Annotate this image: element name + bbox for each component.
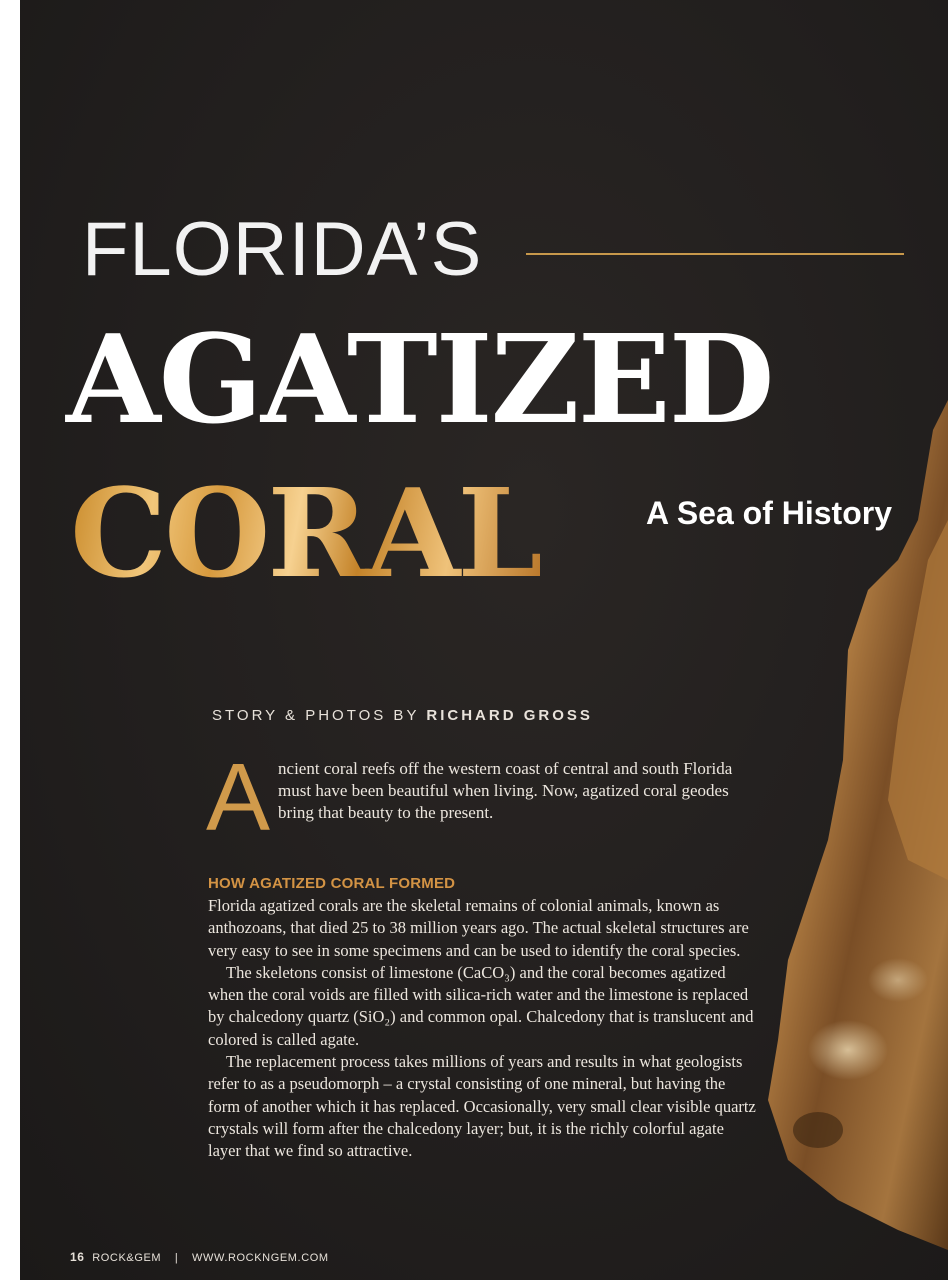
page-margin: [0, 0, 20, 1280]
magazine-page: [20, 0, 948, 1280]
intro-paragraph: [206, 744, 766, 851]
byline: [212, 707, 593, 724]
page-footer: [70, 1250, 329, 1264]
body-text: [208, 895, 758, 1163]
body-paragraph: The replacement process takes millions of years and results in what geologists refer to as a pseudomorph – a crystal consisting of one mineral, but having the form of another which it has replaced. Occasionally, very small clear visible quartz crystals will form after the chalcedony layer; but, it is the richly colorful agate layer that we find so attractive.: [208, 1052, 756, 1161]
title-kicker: FLORIDA’S: [82, 207, 483, 292]
byline-author: RICHARD GROSS: [426, 707, 593, 724]
subtitle: A Sea of History: [646, 495, 892, 531]
website-link[interactable]: WWW.ROCKNGEM.COM: [191, 1252, 329, 1264]
title-line-1: AGATIZED: [66, 307, 773, 451]
magazine-name: ROCK&GEM: [92, 1252, 162, 1264]
intro-text: ncient coral reefs off the western coast of central and south Florida must have been beautiful when living. Now, agatized coral geodes bring that beauty to the present.: [278, 759, 733, 822]
body-paragraph: The skeletons consist of limestone (CaCO₃) and the coral becomes agatized when the coral voids are filled with silica-rich water and the limestone is replaced by chalcedony quartz (SiO₂) and common opal. Chalcedony that is translucent and colored is called agate.: [208, 962, 754, 1049]
title-rule: [526, 253, 904, 255]
byline-prefix: STORY & PHOTOS BY: [212, 707, 420, 724]
page-number: 16: [70, 1250, 85, 1264]
footer-separator: |: [174, 1252, 179, 1264]
section-heading: HOW AGATIZED CORAL FORMED: [208, 875, 456, 892]
body-paragraph: Florida agatized corals are the skeletal remains of colonial animals, known as anthozoans, that died 25 to 38 million years ago. The actual skeletal structures are very easy to see in some specimens and can be used to identify the coral species.: [208, 896, 749, 960]
title-line-2: CORAL: [70, 461, 541, 605]
agatized-coral-photo: [748, 0, 948, 1280]
drop-cap: A: [206, 744, 271, 851]
